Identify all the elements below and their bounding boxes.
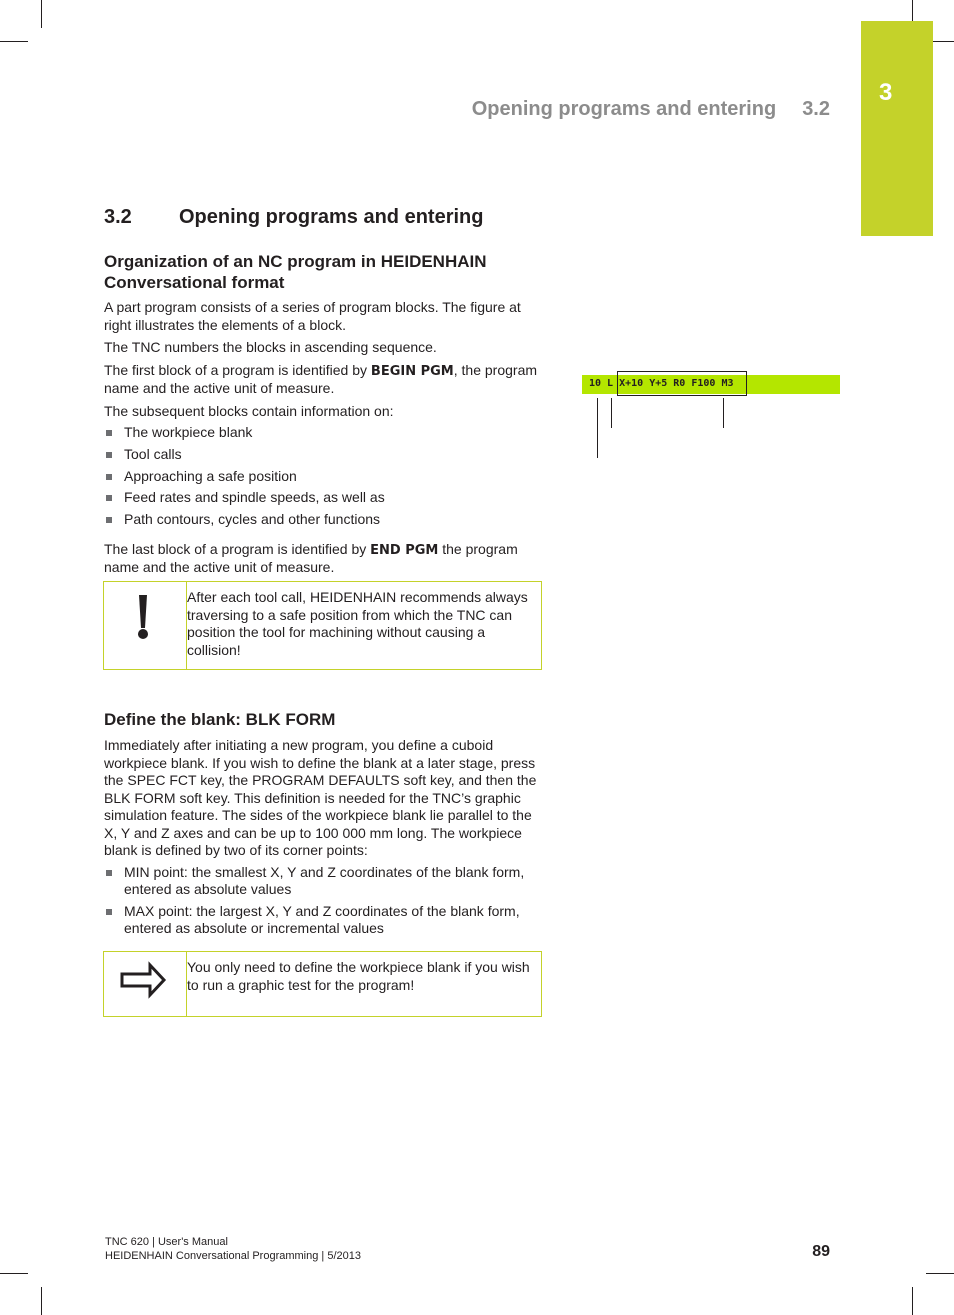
blk-bullet-list	[104, 864, 544, 938]
list-item: Tool calls	[104, 446, 544, 464]
page-number: 89	[812, 1243, 830, 1260]
org-body	[104, 299, 544, 577]
chapter-number: 3	[879, 79, 893, 106]
org-bullet-list	[104, 424, 544, 529]
footer	[105, 1235, 361, 1263]
org-paragraph	[104, 541, 544, 577]
org-paragraph: A part program consists of a series of program blocks. The figure at right illustrates the elements of a block.	[104, 299, 521, 333]
running-header-section: 3.2	[802, 98, 830, 120]
footer-line: TNC 620 | User's Manual	[105, 1236, 228, 1248]
running-header	[430, 98, 830, 121]
text-run: The first block of a program is identified by	[104, 361, 371, 378]
running-header-title: Opening programs and entering	[471, 98, 777, 120]
section-number: 3.2	[104, 206, 132, 228]
org-paragraph: The TNC numbers the blocks in ascending sequence.	[104, 339, 437, 355]
keyword-begin-pgm: BEGIN PGM	[370, 363, 454, 379]
crop-mark	[0, 1273, 28, 1274]
leader-line	[611, 398, 612, 428]
org-heading-line: Conversational format	[104, 273, 285, 292]
leader-line	[597, 398, 598, 458]
blk-body	[104, 737, 544, 938]
tip-note	[103, 951, 542, 1017]
list-item: MIN point: the smallest X, Y and Z coordinates of the blank form, entered as absolute values	[104, 864, 544, 899]
nc-block-highlight-box	[617, 371, 747, 396]
list-item: MAX point: the largest X, Y and Z coordinates of the blank form, entered as absolute or incremental values	[104, 903, 544, 938]
list-item: Feed rates and spindle speeds, as well as	[104, 489, 544, 507]
list-item: Approaching a safe position	[104, 468, 544, 486]
leader-line	[723, 398, 724, 428]
org-paragraph	[104, 362, 544, 398]
exclamation-icon	[104, 582, 186, 669]
chapter-tab	[861, 21, 933, 236]
nc-block-figure	[580, 370, 842, 465]
crop-mark	[41, 0, 42, 28]
arrow-right-icon	[104, 952, 186, 1016]
blk-heading: Define the blank: BLK FORM	[104, 710, 336, 729]
crop-mark	[41, 1287, 42, 1315]
crop-mark	[912, 1287, 913, 1315]
org-heading	[104, 251, 554, 293]
warning-note	[103, 581, 542, 670]
footer-line: HEIDENHAIN Conversational Programming | 5/2013	[105, 1250, 361, 1262]
nc-block-text: 10 L X+10 Y+5 R0 F100 M3	[589, 378, 734, 389]
warning-text: After each tool call, HEIDENHAIN recommends always traversing to a safe position from which the TNC can position the tool for machining without causing a collision!	[187, 589, 528, 658]
text-run: , the program name and the active unit of measure.	[104, 361, 538, 396]
section-title: Opening programs and entering	[179, 206, 484, 228]
text-run: the program name and the active unit of measure.	[104, 540, 518, 576]
org-heading-line: Organization of an NC program in HEIDENHAIN	[104, 252, 487, 271]
org-paragraph: The subsequent blocks contain information on:	[104, 402, 394, 419]
keyword-end-pgm: END PGM	[370, 542, 439, 558]
list-item: The workpiece blank	[104, 424, 544, 442]
tip-text: You only need to define the workpiece blank if you wish to run a graphic test for the program!	[187, 959, 530, 993]
text-run: The last block of a program is identified by	[104, 540, 371, 557]
list-item: Path contours, cycles and other functions	[104, 511, 544, 529]
blk-paragraph: Immediately after initiating a new program, you define a cuboid workpiece blank. If you wish to define the blank at a later stage, press the SPEC FCT key, the PROGRAM DEFAULTS soft key, and then the BLK FORM soft key. This definition is needed for the TNC’s graphic simulation feature. The sides of the workpiece blank lie parallel to the X, Y and Z axes and can be up to 100 000 mm long. The workpiece blank is defined by two of its corner points:	[104, 737, 537, 858]
crop-mark	[926, 1273, 954, 1274]
crop-mark	[0, 41, 28, 42]
section-heading	[104, 206, 483, 229]
